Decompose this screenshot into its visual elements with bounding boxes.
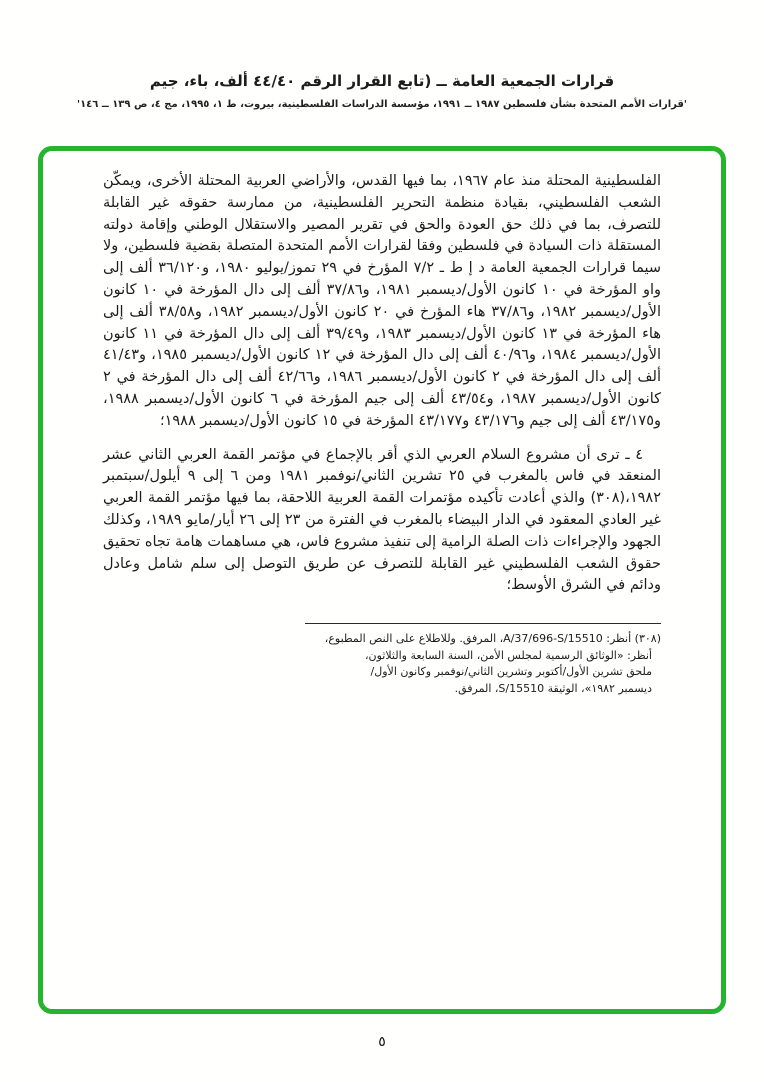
footnote-line: ملحق تشرين الأول/أكتوبر وتشرين الثاني/نوفمبر وكانون الأول/	[370, 665, 652, 679]
page-header	[0, 72, 764, 110]
body-text-column	[43, 151, 721, 715]
footnote-line: (٣٠٨) أنظر: A/37/696-S/15510، المرفق. وللاطلاع على النص المطبوع،	[324, 632, 661, 646]
body-paragraph-4: ٤ ـ ترى أن مشروع السلام العربي الذي أقر بالإجماع في مؤتمر القمة العربي الثاني عشر المنعقد في فاس بالمغرب في ٢٥ تشرين الثاني/نوفمبر ١٩٨١ ومن ٦ إلى ٩ أيلول/سبتمبر ١٩٨٢،(٣٠٨) والذي أعادت تأكيده مؤتمرات القمة العربية اللاحقة، بما فيها مؤتمر القمة العربي غير العادي المعقود في الدار البيضاء بالمغرب في الفترة من ٢٣ إلى ٢٦ أيار/مايو ١٩٨٩، وكذلك الجهود والإجراءات ذات الصلة الرامية إلى تنفيذ مشروع فاس، هي مساهمات هامة تجاه تحقيق حقوق الشعب الفلسطيني غير القابلة للتصرف عن طريق التوصل إلى سلم شامل وعادل ودائم في الشرق الأوسط؛	[103, 446, 661, 594]
footnote-block	[305, 623, 661, 697]
body-paragraph-continuation: الفلسطينية المحتلة منذ عام ١٩٦٧، بما فيها القدس، والأراضي العربية المحتلة الأخرى، ويمكّن الشعب الفلسطيني، بقيادة منظمة التحرير الفلسطينية، من ممارسة حقوقه غير القابلة للتصرف، بما في ذلك حق العودة والحق في تقرير المصير والاستقلال الوطني وإقامة دولته المستقلة ذات السيادة في فلسطين وفقا لقرارات الأمم المتحدة المتصلة بقضية فلسطين، ولا سيما قرارات الجمعية العامة د إ ط ـ ٧/٢ المؤرخ في ٢٩ تموز/يوليو ١٩٨٠، و٣٦/١٢٠ ألف إلى واو المؤرخة في ١٠ كانون الأول/ديسمبر ١٩٨١، و٣٧/٨٦ ألف إلى دال المؤرخة في ١٠ كانون الأول/ديسمبر ١٩٨٢، و٣٧/٨٦ هاء المؤرخ في ٢٠ كانون الأول/ديسمبر ١٩٨٢، و٣٨/٥٨ ألف إلى هاء المؤرخة في ١٣ كانون الأول/ديسمبر ١٩٨٣، و٣٩/٤٩ ألف إلى دال المؤرخة في ١١ كانون الأول/ديسمبر ١٩٨٤، و٤٠/٩٦ ألف إلى دال المؤرخة في ١٢ كانون الأول/ديسمبر ١٩٨٥، و٤١/٤٣ ألف إلى دال المؤرخة في ٢ كانون الأول/ديسمبر ١٩٨٦، و٤٢/٦٦ ألف إلى دال المؤرخة في ٢ كانون الأول/ديسمبر ١٩٨٧، و٤٣/٥٤ ألف إلى جيم المؤرخة في ٦ كانون الأول/ديسمبر ١٩٨٨، و٤٣/١٧٥ ألف إلى جيم و٤٣/١٧٦ و٤٣/١٧٧ المؤرخة في ١٥ كانون الأول/ديسمبر ١٩٨٨؛	[103, 173, 662, 429]
header-citation: 'قرارات الأمم المتحدة بشأن فلسطين ١٩٨٧ ــ ١٩٩١، مؤسسة الدراسات الفلسطينية، بيروت، ط ١، ١٩٩٥، مج ٤، ص ١٣٩ ــ ١٤٦'	[77, 99, 687, 110]
green-border-frame	[38, 146, 726, 1014]
footnote-line: أنظر: «الوثائق الرسمية لمجلس الأمن، السنة السابعة والثلاثون،	[364, 648, 652, 662]
header-title: قرارات الجمعية العامة ــ (تابع القرار الرقم ٤٤/٤٠ ألف، باء، جيم	[149, 72, 615, 90]
footnote-separator	[305, 623, 661, 624]
page-number: ٥	[378, 1034, 386, 1050]
footnote-line: ديسمبر ١٩٨٢»، الوثيقة S/15510، المرفق.	[454, 681, 652, 695]
